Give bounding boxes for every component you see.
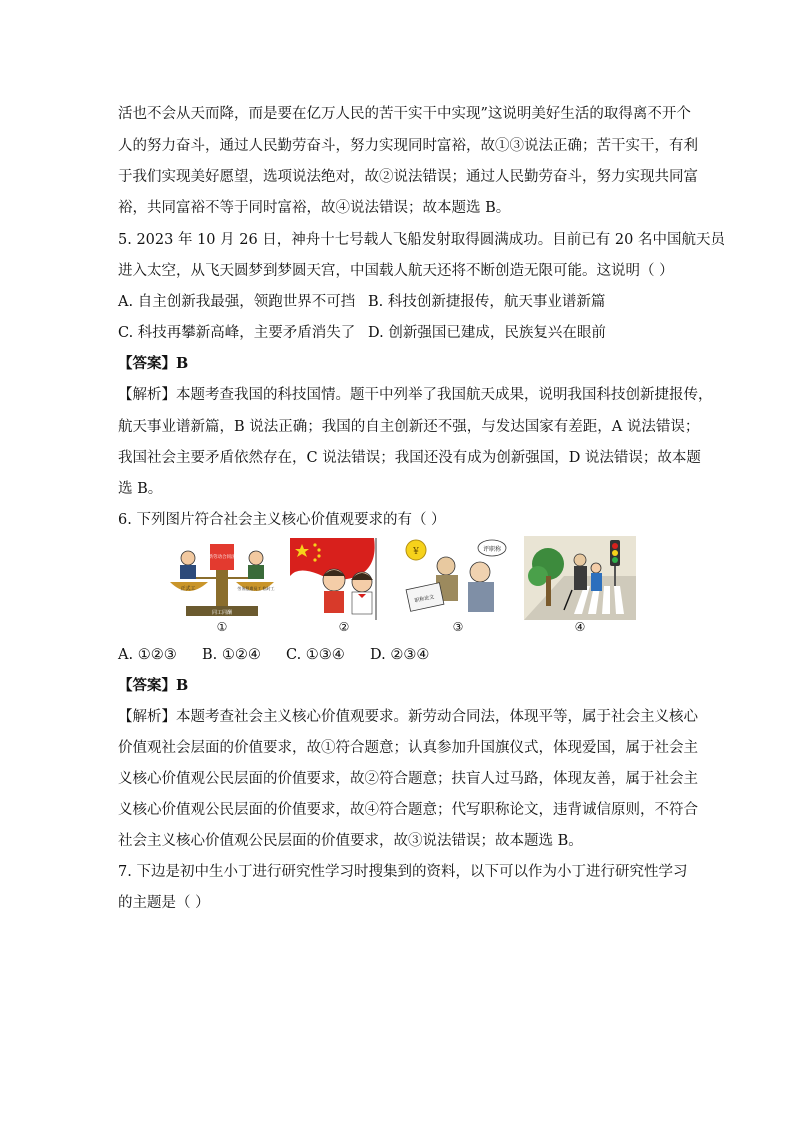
question-5-answer: 【答案】B <box>118 355 189 372</box>
option-c: C. ①③④ <box>286 647 345 663</box>
contract-law-label: 新劳动合同法 <box>208 555 236 560</box>
flag-children-illustration <box>288 536 400 620</box>
crosswalk-illustration <box>524 536 636 620</box>
paragraph-line: 人的努力奋斗，通过人民勤劳奋斗，努力实现同时富裕，故①③说法正确；苦干实干，有利 <box>118 138 698 154</box>
paragraph-line: 裕，共同富裕不等于同时富裕，故④说法错误；故本题选 B。 <box>118 200 511 216</box>
temp-worker-label: 劳务派遣员工 临时工 <box>237 586 275 591</box>
question-5-options-row-1 <box>118 292 605 312</box>
option-a: A. ①②③ <box>118 647 177 663</box>
paragraph-line: 活也不会从天而降，而是要在亿万人民的苦干实干中实现”这说明美好生活的取得离不开个 <box>118 106 691 122</box>
question-5-analysis: 【解析】本题考查我国的科技国情。题干中列举了我国航天成果，说明我国科技创新捷报传， <box>118 387 713 403</box>
ghostwriting-illustration <box>402 536 514 620</box>
scale-base-label: 同工同酬 <box>211 610 233 616</box>
picture-1-label: ① <box>216 620 228 634</box>
balance-scale-illustration <box>166 536 278 620</box>
question-6-options <box>118 645 429 665</box>
picture-4-helping-blind <box>524 536 636 634</box>
question-6-analysis: 社会主义核心价值观公民层面的价值要求，故③说法错误；故本题选 B。 <box>118 833 583 849</box>
question-6-analysis: 义核心价值观公民层面的价值要求，故④符合题意；代写职称论文，违背诚信原则，不符合 <box>118 802 698 818</box>
question-5-options-row-2 <box>118 323 606 343</box>
picture-1-balance-scale <box>166 536 278 634</box>
money-symbol: ¥ <box>413 547 419 557</box>
option-b: B. ①②④ <box>202 647 261 663</box>
option-d: D. ②③④ <box>370 647 430 663</box>
question-7-stem: 7. 下边是初中生小丁进行研究性学习时搜集到的资料，以下可以作为小丁进行研究性学习 <box>118 864 688 880</box>
question-5-stem: 5. 2023 年 10 月 26 日，神舟十七号载人飞船发射取得圆满成功。目前已有 20 名中国航天员 <box>118 232 725 248</box>
formal-worker-label: 正式工 <box>180 586 196 592</box>
picture-3-ghostwriting <box>402 536 514 634</box>
option-b: B. 科技创新捷报传，航天事业谱新篇 <box>368 294 606 310</box>
paragraph-line: 于我们实现美好愿望，选项说法绝对，故②说法错误；通过人民勤劳奋斗，努力实现共同富 <box>118 169 698 185</box>
option-a: A. 自主创新我最强，领跑世界不可挡 <box>118 294 356 310</box>
question-6-analysis: 【解析】本题考查社会主义核心价值观要求。新劳动合同法，体现平等，属于社会主义核心 <box>118 709 698 725</box>
question-6-analysis: 义核心价值观公民层面的价值要求，故②符合题意；扶盲人过马路，体现友善，属于社会主 <box>118 771 698 787</box>
question-6-pictures <box>166 536 636 636</box>
paper-title: 职称论文 <box>414 594 435 605</box>
question-5-stem: 进入太空，从飞天圆梦到梦圆天宫，中国载人航天还将不断创造无限可能。这说明（ ） <box>118 263 674 279</box>
question-6-stem: 6. 下列图片符合社会主义核心价值观要求的有（ ） <box>118 512 446 528</box>
option-c: C. 科技再攀新高峰，主要矛盾消失了 <box>118 325 356 341</box>
question-5-analysis: 我国社会主要矛盾依然存在，C 说法错误；我国还没有成为创新强国，D 说法错误；故本题 <box>118 450 701 466</box>
speech-bubble-text: 评职称 <box>482 546 502 553</box>
question-5-analysis: 航天事业谱新篇，B 说法正确；我国的自主创新还不强，与发达国家有差距，A 说法错误； <box>118 419 700 435</box>
question-5-analysis: 选 B。 <box>118 481 163 497</box>
picture-4-label: ④ <box>574 620 586 634</box>
question-7-stem: 的主题是（ ） <box>118 895 210 911</box>
picture-2-label: ② <box>338 620 350 634</box>
question-6-answer: 【答案】B <box>118 677 189 694</box>
option-d: D. 创新强国已建成，民族复兴在眼前 <box>368 325 606 341</box>
question-6-analysis: 价值观社会层面的价值要求，故①符合题意；认真参加升国旗仪式，体现爱国，属于社会主 <box>118 740 698 756</box>
picture-2-flag-children <box>288 536 400 634</box>
picture-3-label: ③ <box>452 620 464 634</box>
